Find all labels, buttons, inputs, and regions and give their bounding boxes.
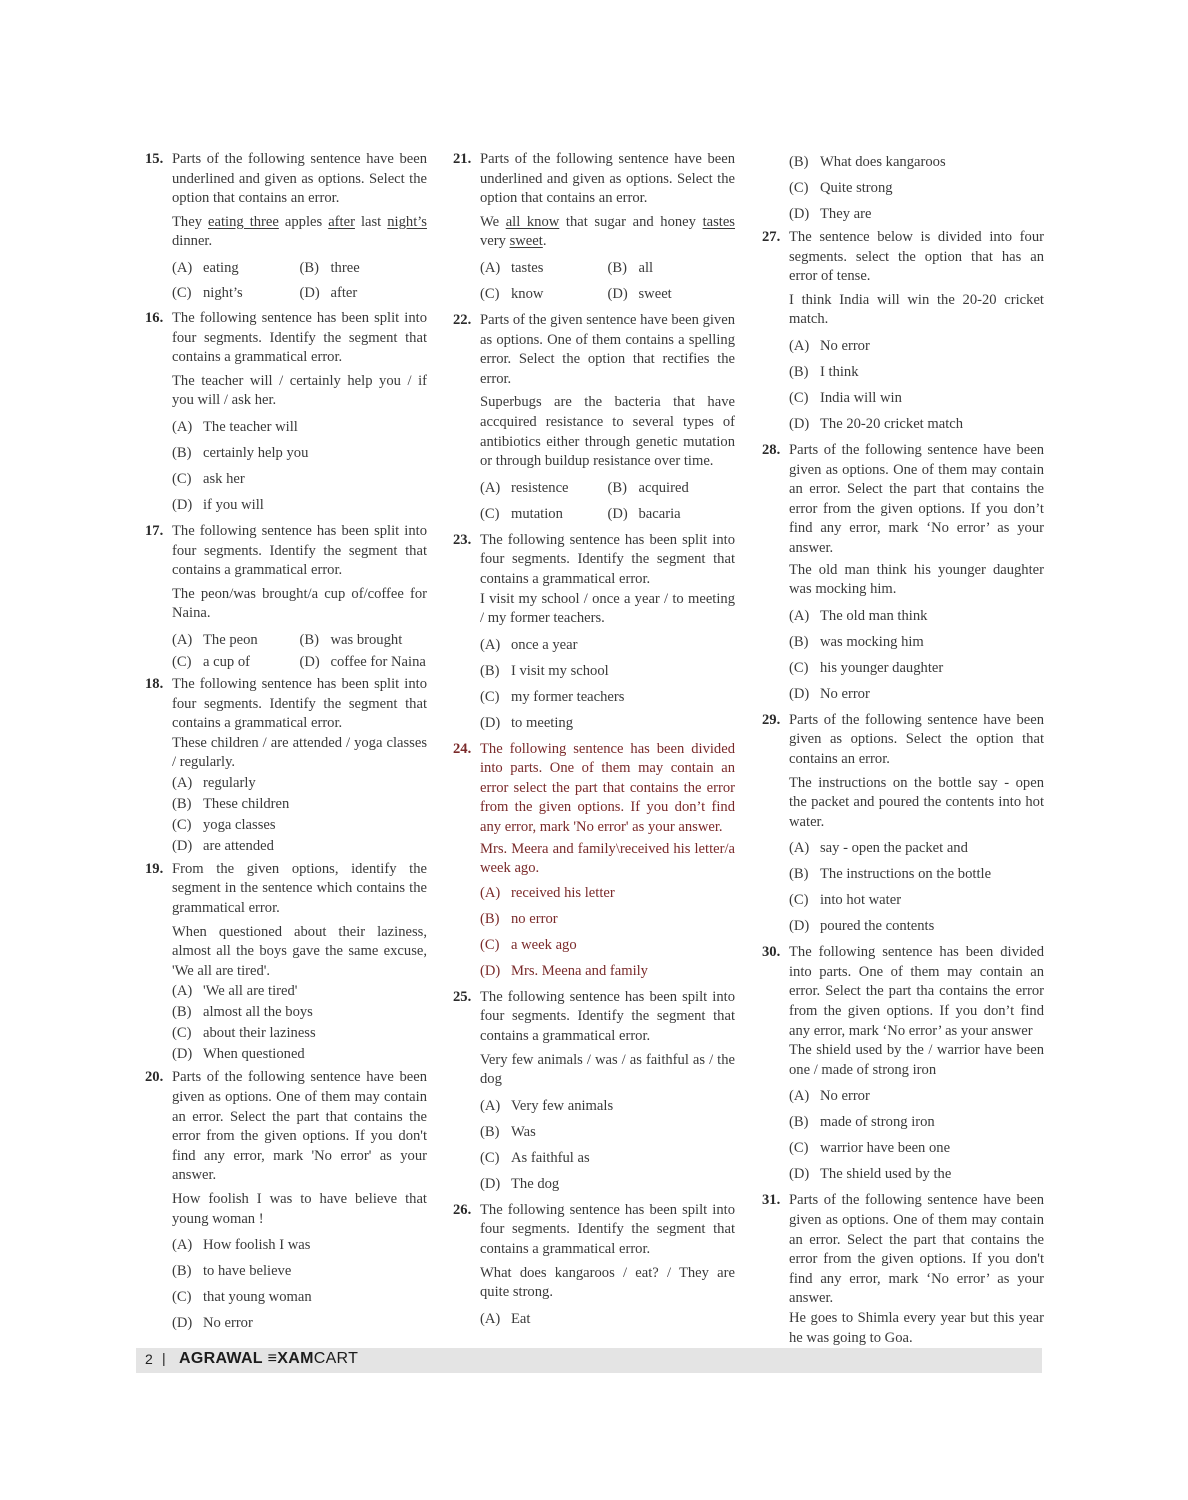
option-c[interactable]: (C) that young woman	[172, 1289, 312, 1306]
option-d[interactable]: (D) to meeting	[480, 714, 574, 731]
question-18	[145, 675, 427, 857]
option-b[interactable]: (B) almost all the boys	[172, 1004, 313, 1021]
question-sentence: We all know that sugar and honey tastes very sweet.	[480, 213, 735, 250]
question-prompt: The following sentence has been split into four segments. Identify the segment that contains a grammatical error.	[172, 522, 427, 579]
option-d[interactable]: (D) The 20-20 cricket match	[789, 415, 964, 432]
question-22	[453, 311, 735, 528]
option-b[interactable]: (B) no error	[480, 910, 558, 927]
question-sentence: The instructions on the bottle say - open the packet and poured the contents into hot water.	[789, 774, 1044, 830]
question-number: 21.	[453, 151, 472, 167]
question-sentence: How foolish I was to have believe that young woman !	[172, 1191, 427, 1227]
option-a[interactable]: (A) How foolish I was	[172, 1237, 311, 1254]
question-prompt: Parts of the following sentence have been given as options. One of them may contain an error. Select the part that contains the error from the given options. If you don't find any error, mark ‘No error’ as your answer.	[789, 1192, 1044, 1307]
underlined-segment: all know	[505, 213, 560, 230]
question-sentence: The teacher will / certainly help you / if you will / ask her.	[172, 372, 427, 409]
question-number: 18.	[145, 675, 164, 692]
option-c[interactable]: (C) Quite strong	[789, 180, 893, 196]
question-prompt: Parts of the following sentence have been given as options. One of them may contain an error. Select the part that contains the error from the given options. If you don’t find any error, mark ‘No error’ as your answer.	[789, 441, 1044, 556]
option-a[interactable]: (A) No error	[789, 1088, 870, 1105]
question-number: 26.	[453, 1201, 472, 1218]
page-footer	[136, 1348, 1042, 1373]
option-b[interactable]: (B) certainly help you	[172, 444, 309, 461]
question-number: 20.	[145, 1069, 164, 1086]
question-number: 29.	[762, 711, 781, 728]
column-middle	[453, 150, 735, 1336]
question-number: 23.	[453, 531, 472, 548]
question-sentence: The old man think his younger daughter was mocking him.	[789, 561, 1044, 598]
option-c[interactable]: (C) warrior have been one	[789, 1140, 951, 1157]
question-sentence: I think India will win the 20-20 cricket match.	[789, 291, 1044, 328]
question-17	[145, 522, 427, 672]
options	[172, 256, 427, 306]
question-prompt: The following sentence has been divided into parts. One of them may contain an error select the part that contains the error from the given options. If you don’t find any error, mark 'No error' as your answer.	[480, 740, 735, 836]
option-c[interactable]: (C) about their laziness	[172, 1025, 316, 1042]
option-d[interactable]: (D) Mrs. Meena and family	[480, 962, 648, 979]
question-20	[145, 1068, 427, 1337]
option-b[interactable]: (B) acquired	[607, 479, 689, 496]
option-d[interactable]: (D) The shield used by the	[789, 1166, 952, 1183]
question-30	[762, 943, 1044, 1188]
options	[480, 476, 735, 528]
option-a[interactable]: (A) Very few animals	[480, 1097, 614, 1114]
option-a[interactable]: (A) resistence	[480, 479, 569, 496]
question-number: 30.	[762, 944, 781, 961]
option-d[interactable]: (D) coffee for Naina	[299, 653, 426, 670]
question-prompt: Parts of the given sentence have been given as options. One of them contains a spelling error. Select the option that rectifies the error.	[480, 311, 735, 387]
question-sentence: These children / are attended / yoga classes / regularly.	[172, 734, 427, 771]
question-number: 17.	[145, 522, 164, 539]
question-26	[453, 1201, 735, 1333]
question-16	[145, 309, 427, 519]
column-left	[145, 150, 427, 1340]
option-a[interactable]: (A) once a year	[480, 636, 578, 653]
option-c[interactable]: (C) yoga classes	[172, 816, 276, 833]
column-right	[762, 150, 1044, 1352]
question-prompt: The following sentence has been split into four segments. Identify the segment that contains a grammatical error.	[172, 309, 427, 366]
question-sentence: Very few animals / was / as faithful as / the dog	[480, 1051, 735, 1088]
option-d[interactable]: (D) No error	[789, 685, 870, 702]
question-26-continued	[762, 150, 1044, 228]
page-number: 2	[145, 1351, 153, 1367]
question-number: 31.	[762, 1192, 781, 1209]
question-23	[453, 531, 735, 737]
option-b[interactable]: (B) to have believe	[172, 1263, 292, 1280]
underlined-segment: tastes	[702, 213, 735, 230]
options	[480, 1094, 735, 1198]
question-number: 24.	[453, 740, 472, 757]
options	[789, 836, 1044, 940]
question-19	[145, 860, 427, 1066]
options	[480, 633, 735, 737]
option-a[interactable]: (A) No error	[789, 337, 870, 354]
question-number: 27.	[762, 229, 781, 245]
question-number: 25.	[453, 988, 472, 1005]
option-b[interactable]: (B) These children	[172, 795, 290, 812]
option-c[interactable]: (C) India will win	[789, 389, 902, 406]
option-c[interactable]: (C) his younger daughter	[789, 659, 944, 676]
option-c[interactable]: (C) As faithful as	[480, 1149, 590, 1166]
option-a[interactable]: (A) The old man think	[789, 607, 928, 624]
options	[789, 334, 1044, 438]
option-a[interactable]: (A) Eat	[480, 1310, 531, 1327]
question-sentence: The shield used by the / warrior have been one / made of strong iron	[789, 1042, 1044, 1078]
option-d[interactable]: (D) They are	[789, 206, 872, 222]
option-d[interactable]: (D) When questioned	[172, 1046, 305, 1063]
option-c[interactable]: (C) mutation	[480, 505, 563, 522]
question-prompt: The following sentence has been spilt into four segments. Identify the segment that contains a grammatical error.	[480, 1201, 735, 1257]
question-sentence: What does kangaroos / eat? / They are quite strong.	[480, 1264, 735, 1301]
option-d[interactable]: (D) sweet	[607, 285, 672, 302]
option-b[interactable]: (B) all	[607, 259, 654, 276]
options	[480, 256, 735, 308]
question-sentence: When questioned about their laziness, almost all the boys gave the same excuse, 'We all are tired'.	[172, 923, 427, 979]
options	[789, 1084, 1044, 1188]
question-number: 22.	[453, 311, 472, 328]
option-b[interactable]: (B) was brought	[299, 631, 403, 648]
question-15	[145, 150, 427, 306]
underlined-segment: eating three	[208, 213, 279, 230]
options	[172, 1233, 427, 1337]
question-prompt: The sentence below is divided into four segments. select the option that has an error of tense.	[789, 229, 1044, 285]
option-b[interactable]: (B) What does kangaroos	[789, 154, 946, 170]
option-b[interactable]: (B) The instructions on the bottle	[789, 866, 992, 883]
option-b[interactable]: (B) made of strong iron	[789, 1114, 935, 1131]
question-24	[453, 740, 735, 985]
option-a[interactable]: (A) The peon	[172, 631, 258, 648]
question-prompt: From the given options, identify the segment in the sentence which contains the grammatical error.	[172, 860, 427, 917]
option-a[interactable]: (A) regularly	[172, 774, 256, 791]
question-25	[453, 988, 735, 1198]
question-28	[762, 441, 1044, 708]
options	[480, 1307, 735, 1333]
option-a[interactable]: (A) eating	[172, 259, 239, 276]
option-b[interactable]: (B) was mocking him	[789, 633, 924, 650]
question-29	[762, 711, 1044, 941]
underlined-segment: sweet	[509, 233, 543, 250]
option-d[interactable]: (D) No error	[172, 1315, 253, 1332]
option-c[interactable]: (C) a cup of	[172, 653, 251, 670]
options	[172, 628, 427, 672]
question-sentence: The peon/was brought/a cup of/coffee for Naina.	[172, 585, 427, 622]
options	[480, 881, 735, 985]
option-b[interactable]: (B) I think	[789, 363, 859, 380]
options	[172, 981, 427, 1065]
option-c[interactable]: (C) night’s	[172, 284, 243, 301]
question-prompt: Parts of the following sentence have been given as options. Select the option that contains an error.	[789, 711, 1044, 767]
option-a[interactable]: (A) received his letter	[480, 884, 615, 901]
option-a[interactable]: (A) The teacher will	[172, 418, 298, 435]
options	[172, 773, 427, 857]
option-b[interactable]: (B) I visit my school	[480, 662, 609, 679]
option-b[interactable]: (B) Was	[480, 1123, 536, 1140]
question-sentence: They eating three apples after last night’s dinner.	[172, 213, 427, 250]
question-number: 16.	[145, 309, 164, 326]
question-sentence: He goes to Shimla every year but this year he was going to Goa.	[789, 1310, 1044, 1346]
footer-separator: |	[162, 1350, 166, 1366]
question-prompt: The following sentence has been divided into parts. One of them may contain an error. Select the part tha contains the error from the given options. If you don’t find any error, mark ‘No error’ as your answer	[789, 944, 1044, 1039]
option-d[interactable]: (D) are attended	[172, 837, 274, 854]
option-d[interactable]: (D) bacaria	[607, 505, 681, 522]
underlined-segment: night’s	[387, 213, 427, 230]
options	[789, 604, 1044, 708]
question-sentence: Superbugs are the bacteria that have accquired resistance to several types of antibiotics either through genetic mutation or through buildup resistance over time.	[480, 394, 735, 470]
question-prompt: The following sentence has been spilt into four segments. Identify the segment that contains a grammatical error.	[480, 988, 735, 1045]
underlined-segment: after	[328, 213, 355, 230]
option-a[interactable]: (A) 'We all are tired'	[172, 983, 298, 1000]
question-sentence: Mrs. Meera and family\received his letter/a week ago.	[480, 840, 735, 877]
question-number: 28.	[762, 441, 781, 458]
option-c[interactable]: (C) into hot water	[789, 892, 902, 909]
option-b[interactable]: (B) three	[299, 259, 360, 276]
question-prompt: The following sentence has been split into four segments. Identify the segment that contains a grammatical error.	[480, 531, 735, 587]
question-31	[762, 1191, 1044, 1348]
question-prompt: The following sentence has been split into four segments. Identify the segment that contains a grammatical error.	[172, 675, 427, 732]
question-27	[762, 228, 1044, 438]
option-a[interactable]: (A) tastes	[480, 259, 544, 276]
option-d[interactable]: (D) poured the contents	[789, 918, 935, 935]
question-prompt: Parts of the following sentence have been given as options. One of them may contain an error. Select the part that contains the error from the given options. If you don't find any error, mark 'No error' as your answer.	[172, 1069, 427, 1184]
option-d[interactable]: (D) after	[299, 284, 358, 301]
option-a[interactable]: (A) say - open the packet and	[789, 840, 968, 857]
question-21	[453, 150, 735, 308]
option-d[interactable]: (D) The dog	[480, 1175, 560, 1192]
question-number: 15.	[145, 151, 164, 167]
question-prompt: Parts of the following sentence have been underlined and given as options. Select the option that contains an error.	[172, 151, 427, 207]
option-c[interactable]: (C) a week ago	[480, 936, 577, 953]
question-prompt: Parts of the following sentence have been underlined and given as options. Select the option that contains an error.	[480, 151, 735, 207]
brand-logo: AGRAWAL ≡XAMCART	[179, 1350, 359, 1367]
option-d[interactable]: (D) if you will	[172, 496, 264, 513]
options	[172, 415, 427, 519]
option-c[interactable]: (C) my former teachers	[480, 688, 625, 705]
option-c[interactable]: (C) ask her	[172, 470, 245, 487]
question-sentence: I visit my school / once a year / to meeting / my former teachers.	[480, 590, 735, 627]
option-c[interactable]: (C) know	[480, 285, 544, 302]
question-number: 19.	[145, 860, 164, 877]
